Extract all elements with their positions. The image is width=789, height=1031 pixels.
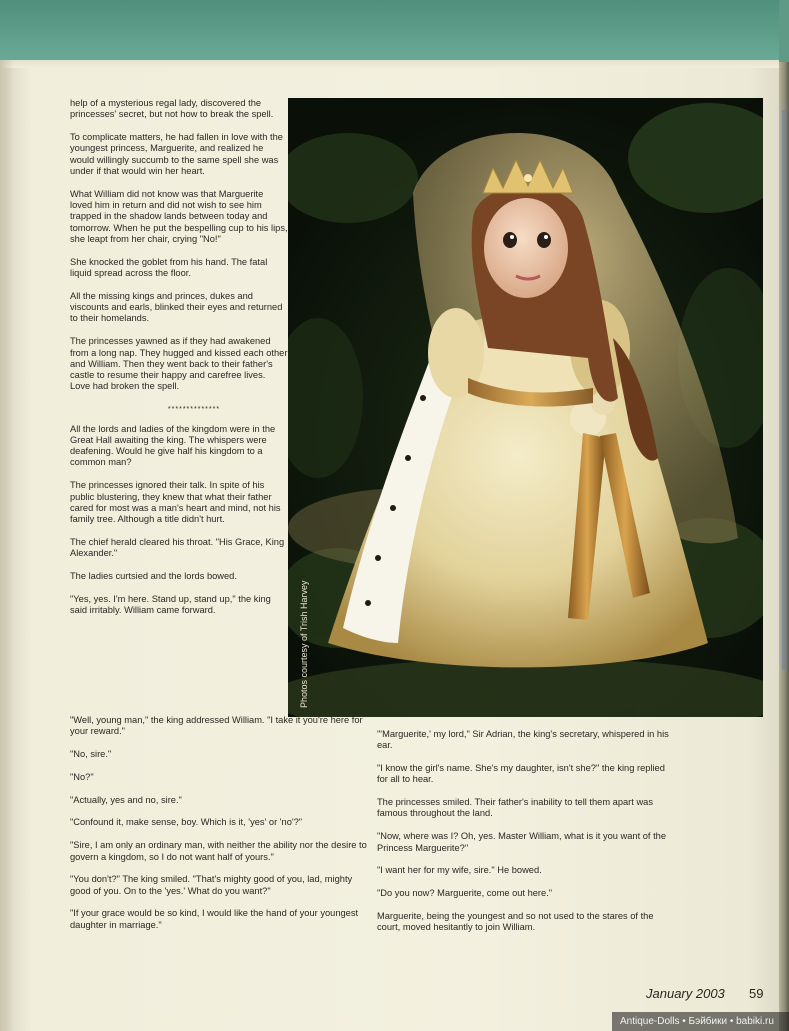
right-text-column [377,729,677,945]
issue-date: January 2003 [646,986,725,1001]
paragraph: "You don't?" The king smiled. "That's mighty good of you, lad, mighty good of you. On to the 'yes.' What do you want?" [70,874,353,896]
paragraph: The princesses ignored their talk. In spite of his public blustering, they knew that what their father cared for most was a man's heart and mind, not his family tree. Although a title didn't hurt. [70,480,281,525]
paragraph: All the missing kings and princes, dukes and viscounts and earls, blinked their eyes and returned to their homelands. [70,290,283,324]
paragraph: "'Marguerite,' my lord," Sir Adrian, the king's secretary, whispered in his ear. [377,729,669,751]
source-watermark: Antique-Dolls • Бэйбики • babiki.ru [612,1012,789,1031]
paragraph: "Sire, I am only an ordinary man, with neither the ability nor the desire to govern a kingdom, so I do not want half of yours." [70,840,367,862]
photo-credit: Photos courtesy of Trish Harvey [299,580,309,708]
paragraph: The princesses smiled. Their father's inability to tell them apart was famous throughout the land. [377,797,653,819]
section-break: ************** [167,406,221,414]
paragraph: "Well, young man," the king addressed William. "I take it you're here for your reward." [70,715,363,737]
paragraph: "Yes, yes. I'm here. Stand up, stand up," the king said irritably. William came forward. [70,593,271,616]
paragraph: "No, sire." [70,749,112,760]
paragraph: She knocked the goblet from his hand. The fatal liquid spread across the floor. [70,256,268,279]
paragraph: "I want her for my wife, sire." He bowed. [377,865,542,876]
paragraph: Marguerite, being the youngest and so not used to the stares of the court, moved hesitantly to join William. [377,910,654,933]
paragraph: The ladies curtsied and the lords bowed. [70,571,237,581]
paragraph: The princesses yawned as if they had awakened from a long nap. They hugged and kissed each other and William. Then they went back to their father's castle to resume their happy and carefree lives. Love had broken the spell. [70,336,288,392]
paragraph: To complicate matters, he had fallen in love with the youngest princess, Marguerite, and realized he would willingly succumb to the same spell she was under if that would win her heart. [70,132,283,176]
paragraph: help of a mysterious regal lady, discovered the princesses' secret, but not how to break the spell. [70,98,274,120]
paragraph: "Actually, yes and no, sire." [70,794,182,805]
header-shadow [0,60,782,68]
paragraph: All the lords and ladies of the kingdom were in the Great Hall awaiting the king. The whispers were deafening. Would he give half his kingdom to a common man? [70,423,276,468]
paragraph: What William did not know was that Marguerite loved him in return and did not wish to see him trapped in the shadow lands between today and tomorrow. When he put the bespelling cup to his lips, she leapt from her chair, crying "No!" [70,188,288,244]
doll-illustration [288,98,763,717]
paragraph: "No?" [70,771,94,782]
paragraph: "Do you now? Marguerite, come out here." [377,888,553,899]
page-edge [779,0,789,1031]
binding-shadow [0,60,14,1031]
paragraph: "Now, where was I? Oh, yes. Master William, what is it you want of the Princess Marguerite?" [377,831,667,853]
paragraph: "I know the girl's name. She's my daughter, isn't she?" the king replied for all to hear. [377,763,665,785]
left-text-column [70,98,288,628]
page-number: 59 [749,986,764,1001]
paragraph: The chief herald cleared his throat. "His Grace, King Alexander." [70,536,285,559]
doll-photograph [288,98,763,717]
paragraph: "Confound it, make sense, boy. Which is it, 'yes' or 'no'?" [70,817,303,828]
header-color-band [0,0,782,60]
lower-left-text-column [70,715,370,943]
paragraph: "If your grace would be so kind, I would like the hand of your youngest daughter in marriage." [70,908,359,930]
